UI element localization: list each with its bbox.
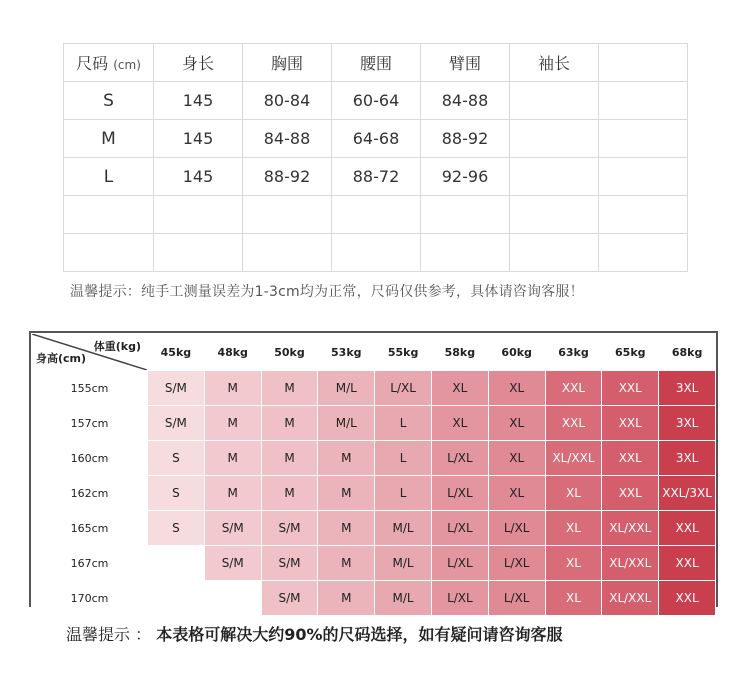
size-cell: XXL	[545, 371, 602, 406]
weight-header: 53kg	[318, 334, 375, 371]
height-label: 167cm	[32, 546, 148, 581]
height-axis-label: 身高(cm)	[36, 352, 87, 365]
grid-row	[32, 476, 716, 511]
size-table-cell	[332, 234, 421, 272]
size-table-cell	[599, 82, 688, 120]
size-cell: XXL	[602, 441, 659, 476]
size-table-cell	[510, 196, 599, 234]
size-cell: 3XL	[659, 441, 716, 476]
size-cell: L/XL	[375, 371, 432, 406]
size-table-unit: (cm)	[113, 58, 141, 72]
size-cell: L/XL	[431, 511, 488, 546]
size-cell: XXL	[545, 406, 602, 441]
size-table-cell	[421, 234, 510, 272]
size-table-cell	[599, 234, 688, 272]
size-cell: XL	[545, 511, 602, 546]
size-cell: M	[318, 546, 375, 581]
size-label	[64, 234, 154, 272]
height-label: 157cm	[32, 406, 148, 441]
size-cell: S	[148, 441, 205, 476]
grid-row	[32, 511, 716, 546]
size-table-cell	[154, 196, 243, 234]
size-cell	[148, 581, 205, 616]
size-label: L	[64, 158, 154, 196]
size-table-row	[64, 234, 688, 272]
weight-header: 68kg	[659, 334, 716, 371]
size-cell: L/XL	[431, 546, 488, 581]
weight-header: 50kg	[261, 334, 318, 371]
size-table-header-cell	[599, 44, 688, 82]
size-table-header-cell: 尺码 (cm)	[64, 44, 154, 82]
size-table-cell	[243, 196, 332, 234]
height-label: 160cm	[32, 441, 148, 476]
size-table-row	[64, 196, 688, 234]
size-table-cell: 60-64	[332, 82, 421, 120]
size-cell: M/L	[318, 406, 375, 441]
size-cell: XL	[545, 476, 602, 511]
size-cell: L/XL	[431, 581, 488, 616]
size-cell: M	[261, 406, 318, 441]
size-cell: XXL	[659, 511, 716, 546]
size-cell: S/M	[261, 581, 318, 616]
weight-header: 60kg	[488, 334, 545, 371]
grid-row	[32, 546, 716, 581]
size-table-cell	[154, 234, 243, 272]
size-cell: XL/XXL	[602, 546, 659, 581]
size-table-cell: 145	[154, 158, 243, 196]
size-cell: M	[261, 441, 318, 476]
size-measurement-table	[63, 43, 688, 272]
size-table-header-cell: 胸围	[243, 44, 332, 82]
size-cell	[204, 581, 261, 616]
weight-header: 48kg	[204, 334, 261, 371]
size-table-cell: 80-84	[243, 82, 332, 120]
size-cell: XXL	[659, 546, 716, 581]
size-cell: L/XL	[431, 441, 488, 476]
grid-note	[66, 622, 563, 645]
size-cell: M/L	[318, 371, 375, 406]
size-cell: XL/XXL	[545, 441, 602, 476]
size-cell: M	[318, 581, 375, 616]
size-table-header-cell: 袖长	[510, 44, 599, 82]
size-cell: M	[204, 476, 261, 511]
size-cell: S	[148, 476, 205, 511]
size-cell: XL/XXL	[602, 511, 659, 546]
size-cell: L	[375, 476, 432, 511]
size-table-row	[64, 120, 688, 158]
size-table-cell: 84-88	[243, 120, 332, 158]
size-recommendation-grid	[29, 331, 718, 607]
size-cell: XXL	[602, 371, 659, 406]
grid-header-row	[32, 334, 716, 371]
grid-row	[32, 371, 716, 406]
height-label: 162cm	[32, 476, 148, 511]
weight-header: 63kg	[545, 334, 602, 371]
size-cell: S	[148, 511, 205, 546]
height-label: 165cm	[32, 511, 148, 546]
size-cell: XXL	[602, 406, 659, 441]
size-cell: XXL	[602, 476, 659, 511]
size-table-cell: 88-72	[332, 158, 421, 196]
size-table-cell	[421, 196, 510, 234]
size-cell: XL	[545, 546, 602, 581]
height-label: 155cm	[32, 371, 148, 406]
size-cell: M	[204, 371, 261, 406]
size-table-cell	[243, 234, 332, 272]
size-cell: XL	[545, 581, 602, 616]
weight-header: 45kg	[148, 334, 205, 371]
size-cell: M/L	[375, 581, 432, 616]
size-table-cell	[510, 158, 599, 196]
size-cell: XL	[488, 476, 545, 511]
size-table-cell: 145	[154, 120, 243, 158]
size-cell: S/M	[261, 546, 318, 581]
size-cell	[148, 546, 205, 581]
size-table-header-cell: 身长	[154, 44, 243, 82]
weight-header: 58kg	[431, 334, 488, 371]
size-table-cell	[510, 120, 599, 158]
size-cell: L	[375, 441, 432, 476]
size-cell: M	[204, 441, 261, 476]
grid-row	[32, 441, 716, 476]
size-label: S	[64, 82, 154, 120]
size-cell: M	[318, 476, 375, 511]
size-table-header-cell: 腰围	[332, 44, 421, 82]
grid-note-label: 温馨提示 ：	[66, 625, 152, 644]
size-cell: L/XL	[488, 511, 545, 546]
grid-row	[32, 406, 716, 441]
grid-note-body: 本表格可解决大约90%的尺码选择，如有疑问请咨询客服	[156, 625, 563, 644]
size-table-cell	[332, 196, 421, 234]
weight-header: 55kg	[375, 334, 432, 371]
size-table-cell	[510, 82, 599, 120]
size-cell: S/M	[204, 546, 261, 581]
weight-axis-label: 体重(kg)	[93, 340, 141, 353]
size-table-cell	[599, 158, 688, 196]
size-cell: L/XL	[488, 546, 545, 581]
size-cell: XL/XXL	[602, 581, 659, 616]
size-table-cell: 145	[154, 82, 243, 120]
size-cell: XXL	[659, 581, 716, 616]
size-table-header-cell: 臂围	[421, 44, 510, 82]
size-cell: 3XL	[659, 371, 716, 406]
size-cell: S/M	[148, 371, 205, 406]
size-table-cell: 88-92	[421, 120, 510, 158]
size-cell: M	[318, 441, 375, 476]
size-cell: S/M	[148, 406, 205, 441]
size-table-cell: 64-68	[332, 120, 421, 158]
size-cell: L/XL	[488, 581, 545, 616]
size-cell: M	[204, 406, 261, 441]
size-cell: 3XL	[659, 406, 716, 441]
size-table-cell: 84-88	[421, 82, 510, 120]
size-table-cell	[510, 234, 599, 272]
size-cell: L/XL	[431, 476, 488, 511]
size-cell: S/M	[204, 511, 261, 546]
size-cell: S/M	[261, 511, 318, 546]
size-table-row	[64, 82, 688, 120]
size-table-cell	[599, 120, 688, 158]
size-cell: XXL/3XL	[659, 476, 716, 511]
size-cell: M/L	[375, 546, 432, 581]
size-table-cell: 92-96	[421, 158, 510, 196]
size-cell: XL	[488, 371, 545, 406]
height-label: 170cm	[32, 581, 148, 616]
measurement-note: 温馨提示：纯手工测量误差为1-3cm均为正常，尺码仅供参考，具体请咨询客服！	[70, 284, 584, 300]
size-table-header	[64, 44, 688, 82]
size-cell: XL	[431, 371, 488, 406]
size-cell: M/L	[375, 511, 432, 546]
size-table-cell	[599, 196, 688, 234]
size-cell: M	[261, 476, 318, 511]
size-cell: XL	[488, 406, 545, 441]
size-table-cell: 88-92	[243, 158, 332, 196]
size-label: M	[64, 120, 154, 158]
size-cell: XL	[431, 406, 488, 441]
size-label	[64, 196, 154, 234]
weight-header: 65kg	[602, 334, 659, 371]
size-cell: XL	[488, 441, 545, 476]
size-table-row	[64, 158, 688, 196]
size-cell: M	[261, 371, 318, 406]
grid-row	[32, 581, 716, 616]
grid-corner-cell	[32, 334, 148, 371]
size-cell: M	[318, 511, 375, 546]
size-cell: L	[375, 406, 432, 441]
